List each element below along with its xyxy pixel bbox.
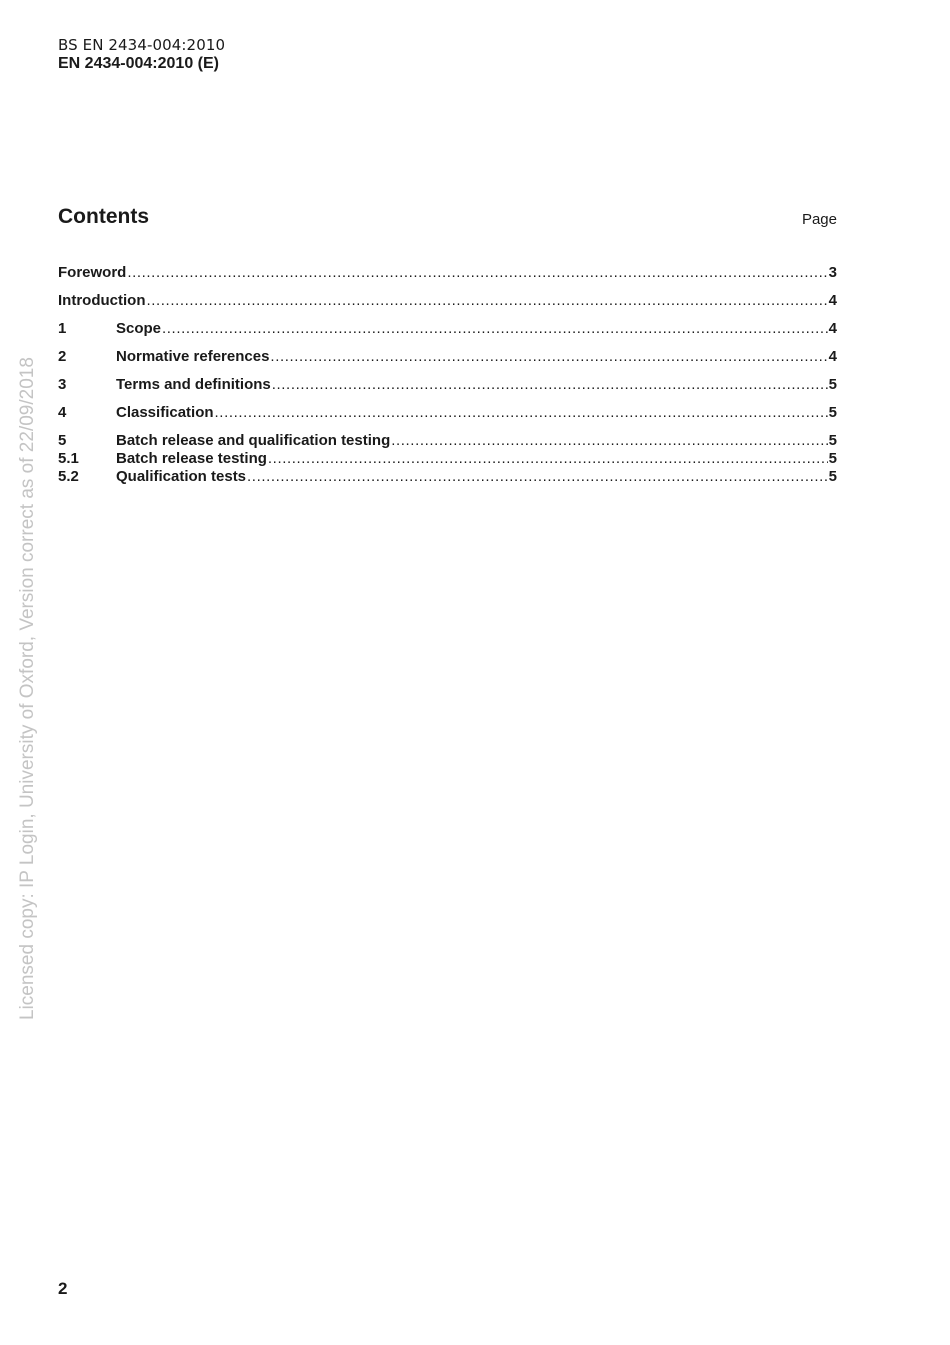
toc-leader-dots [270, 348, 827, 366]
toc-entry-title: Introduction [58, 292, 146, 309]
toc-entry-page: 4 [828, 320, 837, 337]
toc-entry-classification[interactable] [58, 404, 837, 422]
table-of-contents [58, 264, 837, 486]
toc-entry-foreword[interactable] [58, 264, 837, 282]
toc-leader-dots [247, 468, 828, 486]
toc-leader-dots [162, 320, 828, 338]
toc-entry-scope[interactable] [58, 320, 837, 338]
toc-entry-title: Batch release and qualification testing [116, 432, 391, 449]
toc-entry-page: 4 [828, 348, 837, 365]
toc-leader-dots [268, 450, 828, 468]
toc-entry-title: Scope [116, 320, 162, 337]
toc-entry-page: 5 [828, 404, 837, 421]
toc-leader-dots [391, 432, 827, 450]
toc-entry-number: 5 [58, 432, 67, 449]
toc-entry-page: 5 [828, 376, 837, 393]
toc-entry-title: Foreword [58, 264, 127, 281]
page-column-label: Page [801, 211, 837, 228]
toc-entry-page: 4 [828, 292, 837, 309]
toc-leader-dots [215, 404, 828, 422]
toc-leader-dots [272, 376, 828, 394]
toc-entry-title: Normative references [116, 348, 270, 365]
toc-entry-qualification-tests[interactable] [58, 468, 837, 486]
toc-entry-title: Terms and definitions [116, 376, 271, 393]
toc-entry-number: 1 [58, 320, 67, 337]
standard-number-en: EN 2434-004:2010 (E) [58, 55, 219, 72]
toc-entry-number: 5.2 [58, 468, 79, 485]
toc-leader-dots [127, 264, 827, 282]
toc-entry-page: 5 [828, 468, 837, 485]
page-number: 2 [58, 1279, 68, 1298]
contents-heading: Contents [58, 205, 149, 228]
document-header [58, 36, 225, 74]
toc-entry-number: 3 [58, 376, 67, 393]
toc-entry-number: 4 [58, 404, 67, 421]
standard-number: BS EN 2434-004:2010 [58, 36, 226, 54]
license-watermark: Licensed copy: IP Login, University of Oxford, Version correct as of 22/09/2018 [17, 357, 38, 1020]
toc-leader-dots [146, 292, 827, 310]
toc-entry-number: 5.1 [58, 450, 79, 467]
toc-entry-title: Classification [116, 404, 214, 421]
toc-entry-title: Batch release testing [116, 450, 267, 467]
toc-entry-page: 3 [828, 264, 837, 281]
toc-entry-batch-release-testing[interactable] [58, 450, 837, 468]
toc-entry-page: 5 [828, 450, 837, 467]
toc-entry-page: 5 [828, 432, 837, 449]
toc-entry-batch-release-and-qualification[interactable] [58, 432, 837, 450]
toc-entry-title: Qualification tests [116, 468, 247, 485]
toc-entry-introduction[interactable] [58, 292, 837, 310]
toc-entry-normative-references[interactable] [58, 348, 837, 366]
toc-entry-number: 2 [58, 348, 67, 365]
toc-entry-terms-and-definitions[interactable] [58, 376, 837, 394]
